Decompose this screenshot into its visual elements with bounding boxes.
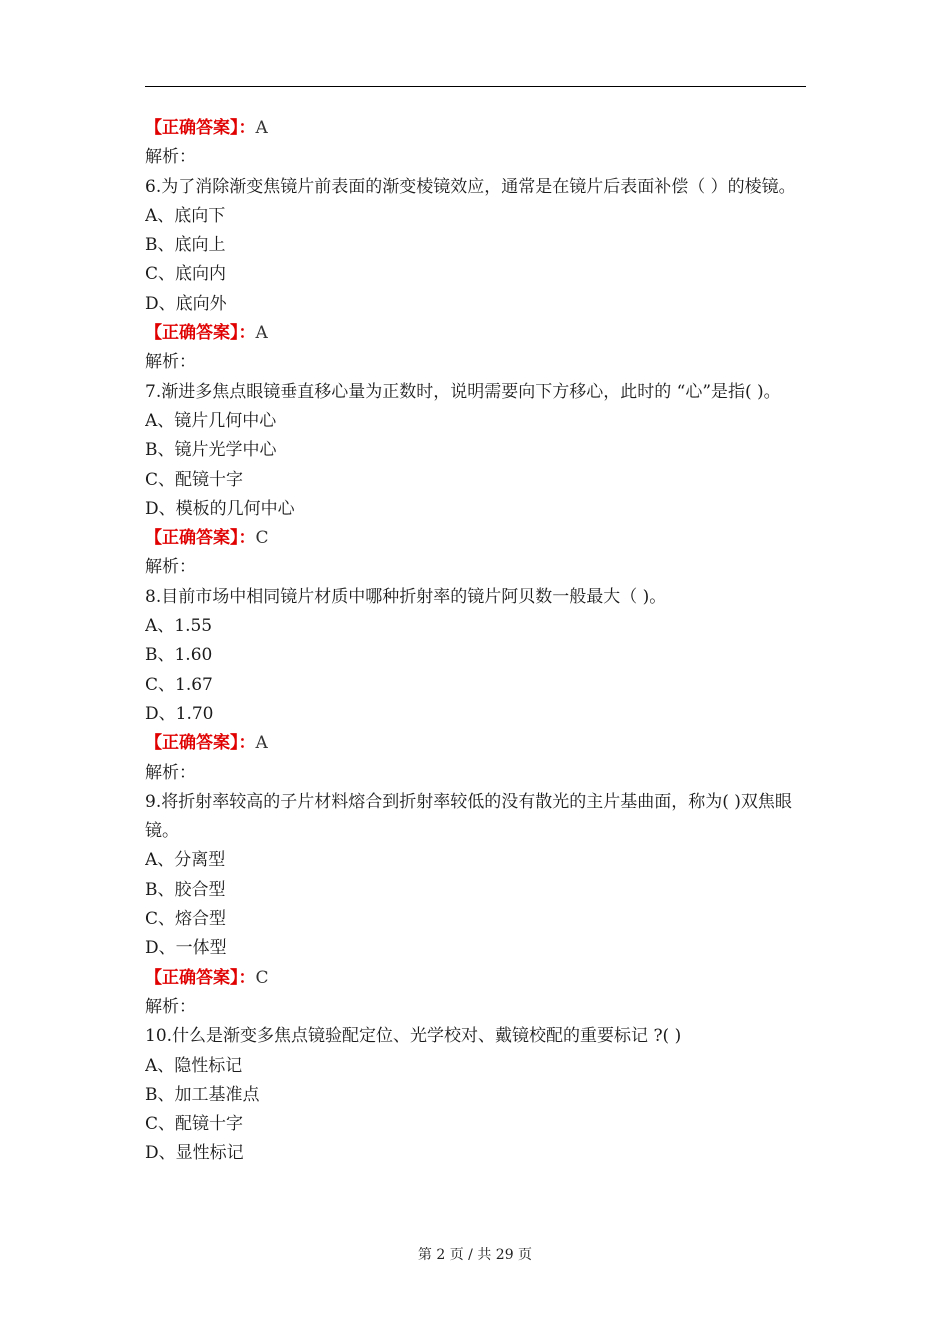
question-8-option-d: D、1.70 <box>145 703 214 724</box>
answer-line-8 <box>145 729 806 758</box>
answer-value: A <box>255 733 268 754</box>
question-6-option-c: C、底向内 <box>145 264 227 285</box>
question-9-text: 9.将折射率较高的子片材料熔合到折射率较低的没有散光的主片基曲面，称为( )双焦眼镜。 <box>145 791 792 842</box>
question-10-option-c: C、配镜十字 <box>145 1114 244 1135</box>
page-content <box>145 114 806 1169</box>
question-9-option-d: D、一体型 <box>145 938 227 959</box>
question-7-option-a: A、镜片几何中心 <box>145 410 277 431</box>
question-10-text: 10.什么是渐变多焦点镜验配定位、光学校对、戴镜校配的重要标记 ?( ) <box>145 1026 682 1047</box>
question-10-option-a: A、隐性标记 <box>145 1055 243 1076</box>
question-8-option-b: B、1.60 <box>145 645 213 666</box>
answer-line-5 <box>145 114 806 143</box>
question-8-text: 8.目前市场中相同镜片材质中哪种折射率的镜片阿贝数一般最大（ )。 <box>145 586 667 607</box>
answer-label: 【正确答案】： <box>145 323 256 344</box>
question-8-option-a: A、1.55 <box>145 616 213 637</box>
answer-value: A <box>255 118 268 138</box>
answer-label: 【正确答案】： <box>145 967 256 988</box>
analysis-line-9: 解析： <box>145 996 196 1017</box>
question-10-option-b: B、加工基准点 <box>145 1084 260 1105</box>
answer-value: C <box>255 967 269 988</box>
header-rule <box>145 86 806 87</box>
page-footer: 第 2 页 / 共 29 页 <box>417 1247 533 1263</box>
analysis-line-6: 解析： <box>145 352 196 373</box>
analysis-line-5: 解析： <box>145 147 196 168</box>
question-9-option-c: C、熔合型 <box>145 909 227 930</box>
question-7-text: 7.渐进多焦点眼镜垂直移心量为正数时，说明需要向下方移心，此时的 “心”是指( )。 <box>145 381 781 402</box>
answer-line-7 <box>145 524 806 553</box>
answer-value: A <box>255 323 268 344</box>
analysis-line-8: 解析： <box>145 762 196 783</box>
question-10-option-d: D、显性标记 <box>145 1143 244 1164</box>
answer-value: C <box>255 528 269 549</box>
answer-label: 【正确答案】： <box>145 733 256 754</box>
question-7-option-c: C、配镜十字 <box>145 469 244 490</box>
question-9-option-b: B、胶合型 <box>145 879 226 900</box>
question-8-option-c: C、1.67 <box>145 674 213 695</box>
answer-line-6 <box>145 319 806 348</box>
question-9-option-a: A、分离型 <box>145 850 226 871</box>
answer-line-9 <box>145 964 806 993</box>
answer-label: 【正确答案】： <box>145 528 256 549</box>
question-7-option-d: D、模板的几何中心 <box>145 498 295 519</box>
question-6-text: 6.为了消除渐变焦镜片前表面的渐变棱镜效应，通常是在镜片后表面补偿（ ）的棱镜。 <box>145 176 796 197</box>
question-6-option-d: D、底向外 <box>145 293 227 314</box>
question-7-option-b: B、镜片光学中心 <box>145 440 277 461</box>
analysis-line-7: 解析： <box>145 557 196 578</box>
question-6-option-a: A、底向下 <box>145 205 226 226</box>
answer-label: 【正确答案】： <box>145 118 256 138</box>
question-6-option-b: B、底向上 <box>145 235 226 256</box>
